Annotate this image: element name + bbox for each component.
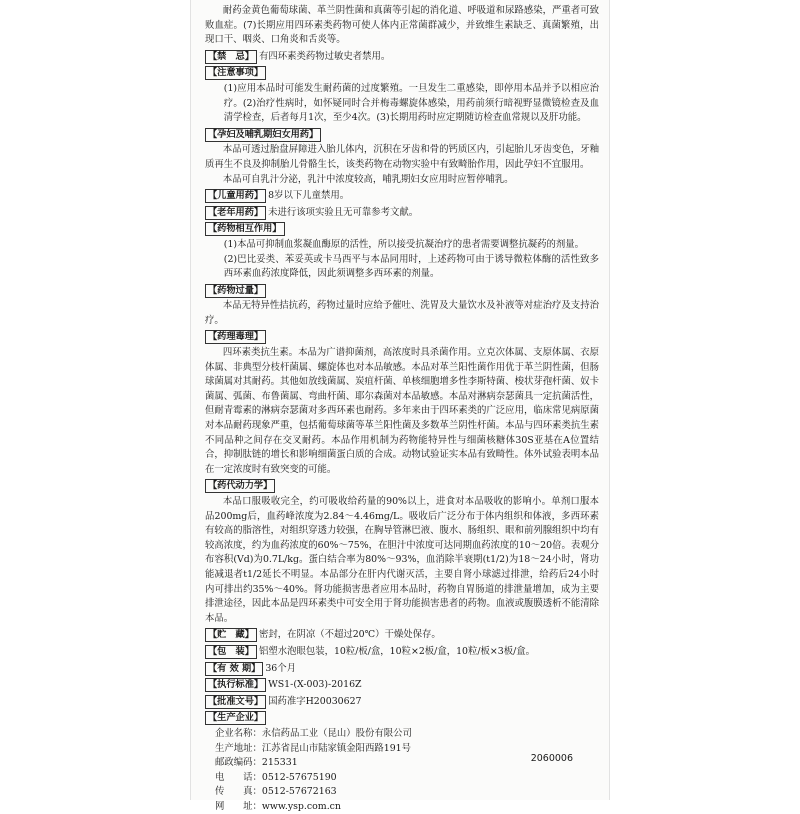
manufacturer-row xyxy=(205,710,599,726)
manufacturer-name: 企业名称：永信药品工业（昆山）股份有限公司 xyxy=(215,727,412,739)
standard-text: WS1-(X-003)-2016Z xyxy=(268,679,362,691)
manufacturer-postcode: 邮政编码：215331 xyxy=(215,757,298,769)
interactions-heading: 【药物相互作用】 xyxy=(205,222,285,236)
interactions-text-1: (1)本品可抑制血浆凝血酶原的活性，所以接受抗凝治疗的患者需要调整抗凝药的剂量。 xyxy=(223,238,584,250)
approval-heading: 【批准文号】 xyxy=(205,695,266,709)
manufacturer-heading: 【生产企业】 xyxy=(205,711,266,725)
approval-text: 国药准字H20030627 xyxy=(268,695,362,707)
pediatric-row xyxy=(205,188,599,204)
manufacturer-phone: 电 话：0512-57675190 xyxy=(215,771,337,783)
package-row xyxy=(205,644,599,660)
standard-row xyxy=(205,677,599,693)
insert-content xyxy=(205,4,599,814)
pediatric-text: 8岁以下儿童禁用。 xyxy=(268,190,350,202)
interactions-row xyxy=(205,221,599,237)
pharmacology-row xyxy=(205,329,599,345)
manufacturer-fax: 传 真：0512-57672163 xyxy=(215,786,337,798)
overdose-text: 本品无特异性拮抗药，药物过量时应给予催吐、洗胃及大量饮水及补液等对症治疗及支持治疗。 xyxy=(205,300,599,326)
package-heading: 【包 装】 xyxy=(205,645,257,659)
geriatric-row xyxy=(205,205,599,221)
pharmacology-heading: 【药理毒理】 xyxy=(205,330,266,344)
pharmacokinetics-text: 本品口服吸收完全，约可吸收给药量的90%以上，进食对本品吸收的影响小。单剂口服本品200mg后，血药峰浓度为2.84～4.46mg/L。吸收后广泛分布于体内组织和体液，多西环素有较高的脂溶性，对组织穿透力较强，在胸导管淋巴液、腹水、肠组织、眼和前列腺组织中均有较高浓度，约为血药浓度的60%～75%，在胆汁中浓度可达同期血药浓度的10～20倍。表观分布容积(Vd)为0.7L/kg。蛋白结合率为80%～93%，血消除半衰期(t1/2)为18～24小时，肾功能减退者t1/2延长不明显。本品部分在肝内代谢灭活，主要自肾小球滤过排泄，给药后24小时内可排出约35%～40%。肾功能损害患者应用本品时，药物自胃肠道的排泄量增加，成为主要排泄途径，因此本品是四环素类中可安全用于肾功能损害患者的药物。血液或腹膜透析不能清除本品。 xyxy=(205,496,599,624)
pregnancy-text-1: 本品可透过胎盘屏障进入胎儿体内，沉积在牙齿和骨的钙质区内，引起胎儿牙齿变色，牙釉质再生不良及抑制胎儿骨骼生长，该类药物在动物实验中有致畸胎作用，因此孕妇不宜服用。 xyxy=(205,144,599,170)
pregnancy-text-2: 本品可自乳汁分泌，乳汁中浓度较高，哺乳期妇女应用时应暂停哺乳。 xyxy=(222,173,514,185)
storage-heading: 【贮 藏】 xyxy=(205,628,257,642)
manufacturer-address: 生产地址：江苏省昆山市陆家镇金阳西路191号 xyxy=(215,742,412,754)
package-text: 铝塑水泡眼包装，10粒/板/盒，10粒×2板/盒，10粒/板×3板/盒。 xyxy=(258,645,536,657)
validity-text: 36个月 xyxy=(265,662,297,674)
precautions-heading: 【注意事项】 xyxy=(205,66,266,80)
pharmacokinetics-heading: 【药代动力学】 xyxy=(205,479,275,493)
contraindications-text: 有四环素类药物过敏史者禁用。 xyxy=(258,50,391,62)
geriatric-heading: 【老年用药】 xyxy=(205,206,266,220)
validity-heading: 【有 效 期】 xyxy=(205,662,263,676)
pediatric-heading: 【儿童用药】 xyxy=(205,189,266,203)
manufacturer-website: 网 址：www.ysp.com.cn xyxy=(215,800,341,812)
overdose-heading: 【药物过量】 xyxy=(205,284,266,298)
geriatric-text: 未进行该项实验且无可靠参考文献。 xyxy=(268,206,419,218)
validity-row xyxy=(205,661,599,677)
approval-row xyxy=(205,694,599,710)
intro-paragraph: 耐药金黄色葡萄球菌、革兰阴性菌和真菌等引起的消化道、呼吸道和尿路感染，严重者可致败血症。(7)长期应用四环素类药物可使人体内正常菌群减少，并致维生素缺乏、真菌繁殖，出现口干、咽炎、口角炎和舌炎等。 xyxy=(205,5,599,46)
precautions-text: (1)应用本品时可能发生耐药菌的过度繁殖。一旦发生二重感染，即停用本品并予以相应治疗。(2)治疗性病时，如怀疑同时合并梅毒螺旋体感染，用药前须行暗视野显微镜检查及血清学检查，后者每月1次，至少4次。(3)长期用药时应定期随访检查血常规以及肝功能。 xyxy=(223,82,599,124)
standard-heading: 【执行标准】 xyxy=(205,678,266,692)
storage-text: 密封，在阴凉（不超过20℃）干燥处保存。 xyxy=(258,629,441,641)
document-code: 2060006 xyxy=(530,753,573,764)
interactions-text-2: (2)巴比妥类、苯妥英或卡马西平与本品同用时，上述药物可由于诱导微粒体酶的活性致多西环素血药浓度降低，因此须调整多西环素的剂量。 xyxy=(223,253,599,280)
pharmacology-text: 四环素类抗生素。本品为广谱抑菌剂，高浓度时具杀菌作用。立克次体属、支原体属、衣原体属、非典型分枝杆菌属、螺旋体也对本品敏感。本品对革兰阳性菌作用优于革兰阴性菌，但肠球菌属对其耐药。其他如放线菌属、炭疽杆菌、单核细胞增多性李斯特菌、梭状芽孢杆菌、奴卡菌属、弧菌、布鲁菌属、弯曲杆菌、耶尔森菌对本品敏感。本品对淋病奈瑟菌具一定抗菌活性，但耐青霉素的淋病奈瑟菌对多西环素也耐药。多年来由于四环素类的广泛应用，临床常见病原菌对本品耐药现象严重，包括葡萄球菌等革兰阳性菌及多数革兰阴性杆菌。本品与四环素类抗生素不同品种之间存在交叉耐药。本品作用机制为药物能特异性与细菌核糖体30S亚基在A位置结合，抑制肽链的增长和影响细菌蛋白质的合成。动物试验证实本品有致畸性。体外试验表明本品在一定浓度时有致突变的可能。 xyxy=(205,347,599,475)
contraindications-heading: 【禁 忌】 xyxy=(205,50,257,64)
package-insert-sheet xyxy=(190,0,610,812)
contraindications-row xyxy=(205,49,599,65)
precautions-row xyxy=(205,65,599,81)
pregnancy-row xyxy=(205,127,599,143)
overdose-row xyxy=(205,283,599,299)
storage-row xyxy=(205,627,599,643)
pregnancy-heading: 【孕妇及哺乳期妇女用药】 xyxy=(205,128,321,142)
pharmacokinetics-row xyxy=(205,478,599,494)
